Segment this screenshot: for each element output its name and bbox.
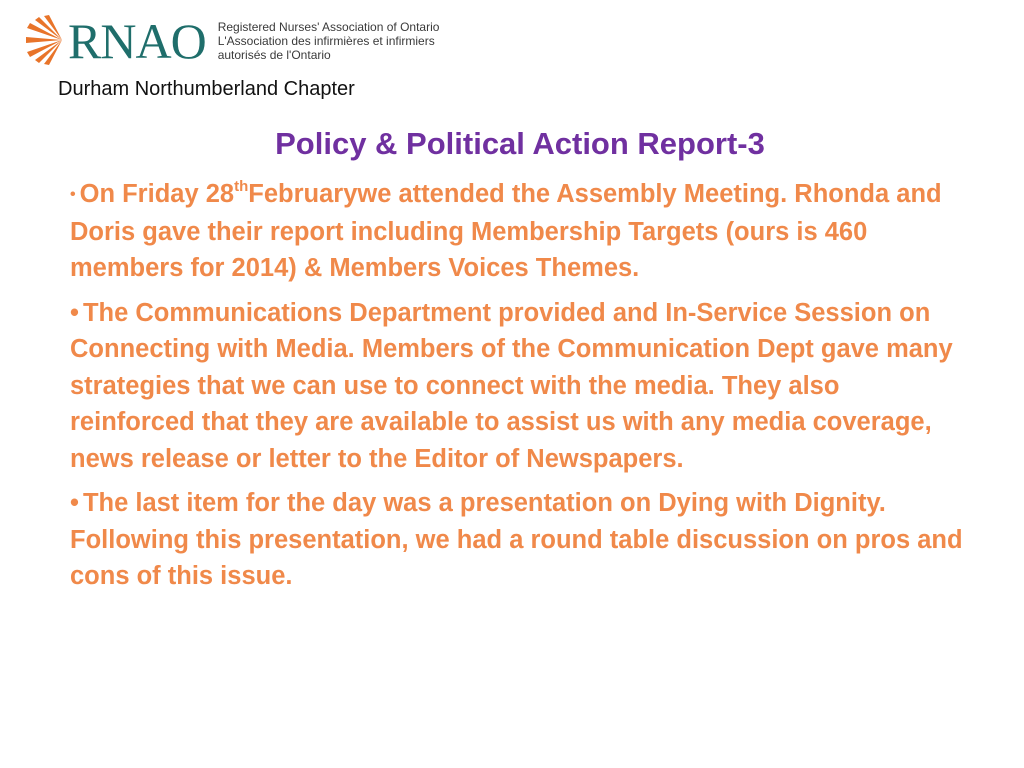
- superscript-th: th: [234, 178, 249, 195]
- bullet-text: The last item for the day was a presentation on Dying with Dignity. Following this presentation, we had a round table discussion on pros and cons of this issue.: [70, 489, 963, 590]
- organization-name: [218, 20, 440, 62]
- logo-wordmark: RNAO: [68, 13, 206, 69]
- bullet-item-dying-with-dignity: [70, 485, 970, 595]
- slide-title: Policy & Political Action Report-3: [275, 126, 765, 161]
- chapter-name: Durham Northumberland Chapter: [58, 78, 355, 100]
- bullet-dot-icon: •: [70, 489, 79, 517]
- org-line-french-2: autorisés de l'Ontario: [217, 48, 331, 62]
- rnao-logo: [22, 13, 440, 69]
- org-line-french-1: L'Association des infirmières et infirmiers: [217, 34, 435, 48]
- bullet-list: [70, 176, 970, 603]
- bullet-item-communications: [70, 295, 970, 478]
- bullet-text: The Communications Department provided and In-Service Session on Connecting with Media. Members of the Communication Dept gave many strategies that we can use to connect with the media. They also reinforced that they are available to assist us with any media coverage, news release or letter to the Editor of Newspapers.: [70, 298, 953, 473]
- starburst-icon: [22, 15, 70, 65]
- bullet-dot-icon: •: [70, 186, 76, 203]
- bullet-item-assembly: [70, 176, 970, 287]
- bullet-text-prefix: On Friday 28: [79, 180, 235, 208]
- bullet-dot-icon: •: [70, 298, 79, 327]
- org-line-english: Registered Nurses' Association of Ontario: [217, 20, 440, 34]
- bullet-text-rest: Februarywe attended the Assembly Meeting. Rhonda and Doris gave their report including Membership Targets (ours is 460 members for 2014) & Members Voices Themes.: [70, 180, 942, 282]
